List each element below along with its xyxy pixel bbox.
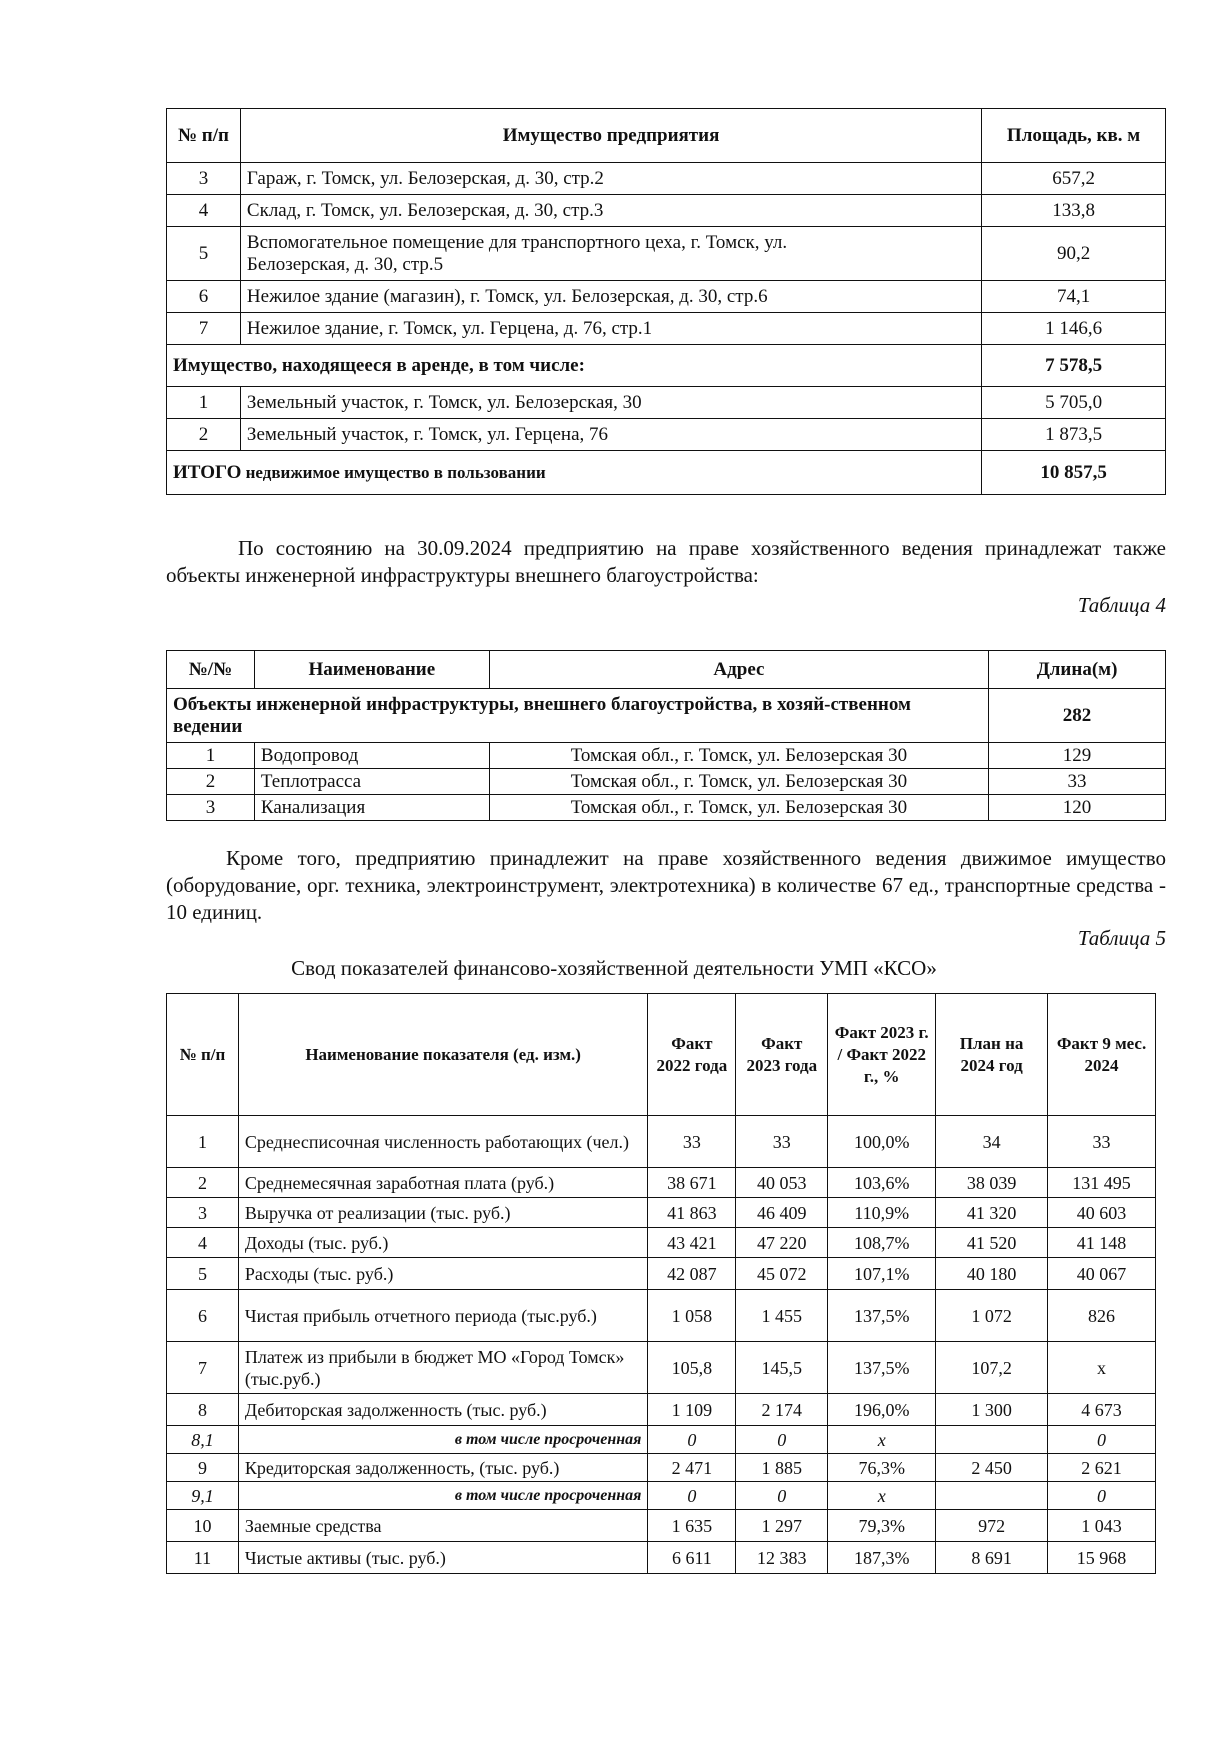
table-row [167,419,1166,451]
cell-fact-2023: 46 409 [736,1198,828,1228]
cell-ratio: 137,5% [828,1342,936,1394]
table5-caption: Таблица 5 [1077,926,1166,950]
cell-fact-2022: 0 [648,1482,736,1510]
cell-fact-2023: 0 [736,1426,828,1454]
lease-section-area: 7 578,5 [982,345,1166,387]
col-header-fact-2022: Факт 2022 года [648,994,736,1116]
cell-length: 33 [989,769,1166,795]
cell-fact-9m-2024: 15 968 [1048,1542,1156,1574]
cell-fact-2022: 43 421 [648,1228,736,1258]
cell-indicator-name: Кредиторская задолженность, (тыс. руб.) [238,1454,647,1482]
cell-fact-2022: 1 109 [648,1394,736,1426]
cell-fact-2022: 0 [648,1426,736,1454]
table-row [167,195,1166,227]
cell-num: 6 [167,281,241,313]
cell-area: 133,8 [982,195,1166,227]
cell-fact-9m-2024: 0 [1048,1426,1156,1454]
cell-num: 7 [167,1342,239,1394]
cell-num: 2 [167,769,255,795]
cell-ratio: x [828,1426,936,1454]
col-header-fact-9m-2024: Факт 9 мес. 2024 [1048,994,1156,1116]
cell-indicator-name: Расходы (тыс. руб.) [238,1258,647,1290]
cell-ratio: 103,6% [828,1168,936,1198]
table-row [167,1290,1156,1342]
cell-fact-2022: 41 863 [648,1198,736,1228]
table-row [167,313,1166,345]
cell-fact-9m-2024: 40 067 [1048,1258,1156,1290]
cell-num: 1 [167,743,255,769]
cell-fact-2023: 0 [736,1482,828,1510]
cell-name: Гараж, г. Томск, ул. Белозерская, д. 30, стр.2 [240,163,981,195]
cell-length: 120 [989,795,1166,821]
cell-ratio: 108,7% [828,1228,936,1258]
table-row [167,1198,1156,1228]
cell-num: 4 [167,195,241,227]
cell-area: 5 705,0 [982,387,1166,419]
cell-indicator-name: Заемные средства [238,1510,647,1542]
cell-address: Томская обл., г. Томск, ул. Белозерская 30 [489,795,988,821]
cell-ratio: 100,0% [828,1116,936,1168]
table-row [167,1542,1156,1574]
cell-plan-2024: 34 [936,1116,1048,1168]
infrastructure-table [166,650,1166,821]
total-label-rest: недвижимое имущество в пользовании [241,462,546,482]
col-header-plan-2024: План на 2024 год [936,994,1048,1116]
table-row [167,227,1166,281]
col-header-name: Наименование показателя (ед. изм.) [238,994,647,1116]
table-row [167,1116,1156,1168]
cell-fact-2022: 33 [648,1116,736,1168]
table-row [167,769,1166,795]
cell-ratio: 137,5% [828,1290,936,1342]
cell-length: 129 [989,743,1166,769]
table-header-row [167,994,1156,1116]
cell-indicator-name: Среднемесячная заработная плата (руб.) [238,1168,647,1198]
cell-plan-2024 [936,1426,1048,1454]
cell-ratio: 76,3% [828,1454,936,1482]
table-subrow [167,1482,1156,1510]
total-row [167,451,1166,495]
cell-area: 1 146,6 [982,313,1166,345]
table-header-row [167,651,1166,689]
lease-section-row [167,345,1166,387]
cell-fact-2023: 1 455 [736,1290,828,1342]
cell-indicator-name: Чистые активы (тыс. руб.) [238,1542,647,1574]
cell-fact-9m-2024: 131 495 [1048,1168,1156,1198]
cell-area: 657,2 [982,163,1166,195]
table-row [167,1510,1156,1542]
cell-fact-2023: 2 174 [736,1394,828,1426]
financial-indicators-table [166,993,1156,1574]
property-table [166,108,1166,495]
col-header-area: Площадь, кв. м [982,109,1166,163]
cell-fact-2022: 1 635 [648,1510,736,1542]
table-header-row [167,109,1166,163]
table4-caption: Таблица 4 [1077,593,1166,617]
cell-name: Земельный участок, г. Томск, ул. Белозерская, 30 [240,387,981,419]
cell-num: 9,1 [167,1482,239,1510]
cell-fact-2022: 42 087 [648,1258,736,1290]
cell-fact-2022: 38 671 [648,1168,736,1198]
cell-plan-2024: 41 320 [936,1198,1048,1228]
cell-fact-2023: 1 885 [736,1454,828,1482]
cell-num: 8,1 [167,1426,239,1454]
cell-plan-2024: 2 450 [936,1454,1048,1482]
table-row [167,1258,1156,1290]
table-subrow [167,1426,1156,1454]
cell-fact-2022: 6 611 [648,1542,736,1574]
paragraph-infrastructure: По состоянию на 30.09.2024 предприятию на праве хозяйственного ведения принадлежат также объекты инженерной инфраструктуры внешнего благоустройства: [166,536,1166,587]
cell-plan-2024: 8 691 [936,1542,1048,1574]
cell-indicator-name: Чистая прибыль отчетного периода (тыс.руб.) [238,1290,647,1342]
cell-fact-9m-2024: 4 673 [1048,1394,1156,1426]
cell-num: 6 [167,1290,239,1342]
cell-num: 7 [167,313,241,345]
cell-fact-2023: 12 383 [736,1542,828,1574]
cell-fact-2023: 145,5 [736,1342,828,1394]
cell-name: Земельный участок, г. Томск, ул. Герцена, 76 [240,419,981,451]
cell-num: 3 [167,1198,239,1228]
cell-plan-2024 [936,1482,1048,1510]
cell-num: 3 [167,795,255,821]
cell-indicator-name: Доходы (тыс. руб.) [238,1228,647,1258]
cell-fact-9m-2024: 40 603 [1048,1198,1156,1228]
lease-section-label: Имущество, находящееся в аренде, в том числе: [167,345,982,387]
cell-ratio: 110,9% [828,1198,936,1228]
cell-fact-9m-2024: 33 [1048,1116,1156,1168]
section-length: 282 [989,689,1166,743]
col-header-ratio: Факт 2023 г. / Факт 2022 г., % [828,994,936,1116]
cell-name: Канализация [254,795,489,821]
cell-plan-2024: 972 [936,1510,1048,1542]
cell-ratio: 79,3% [828,1510,936,1542]
col-header-name: Имущество предприятия [240,109,981,163]
cell-ratio: 107,1% [828,1258,936,1290]
cell-indicator-name: Выручка от реализации (тыс. руб.) [238,1198,647,1228]
cell-num: 5 [167,1258,239,1290]
table-row [167,1454,1156,1482]
cell-fact-2023: 1 297 [736,1510,828,1542]
cell-indicator-name: в том числе просроченная [238,1482,647,1510]
cell-area: 1 873,5 [982,419,1166,451]
cell-ratio: 196,0% [828,1394,936,1426]
table-body [167,1116,1156,1574]
cell-area: 90,2 [982,227,1166,281]
table-row [167,1342,1156,1394]
cell-indicator-name: в том числе просроченная [238,1426,647,1454]
cell-area: 74,1 [982,281,1166,313]
cell-num: 2 [167,419,241,451]
col-header-length: Длина(м) [989,651,1166,689]
cell-num: 2 [167,1168,239,1198]
cell-indicator-name: Дебиторская задолженность (тыс. руб.) [238,1394,647,1426]
cell-fact-9m-2024: 1 043 [1048,1510,1156,1542]
cell-indicator-name: Платеж из прибыли в бюджет МО «Город Томск» (тыс.руб.) [238,1342,647,1394]
cell-fact-9m-2024: 41 148 [1048,1228,1156,1258]
table-row [167,1168,1156,1198]
col-header-num: №/№ [167,651,255,689]
cell-name: Нежилое здание, г. Томск, ул. Герцена, д. 76, стр.1 [240,313,981,345]
col-header-name: Наименование [254,651,489,689]
table-row [167,795,1166,821]
table-row [167,281,1166,313]
cell-fact-2022: 105,8 [648,1342,736,1394]
cell-name: Теплотрасса [254,769,489,795]
cell-fact-9m-2024: 826 [1048,1290,1156,1342]
table5-title: Свод показателей финансово-хозяйственной деятельности УМП «КСО» [291,956,937,980]
cell-fact-2023: 47 220 [736,1228,828,1258]
cell-name: Вспомогательное помещение для транспортного цеха, г. Томск, ул. Белозерская, д. 30, стр.5 [240,227,981,281]
table-row [167,163,1166,195]
col-header-fact-2023: Факт 2023 года [736,994,828,1116]
cell-num: 11 [167,1542,239,1574]
table-row [167,1394,1156,1426]
total-label-bold: ИТОГО [173,461,242,483]
cell-plan-2024: 1 072 [936,1290,1048,1342]
cell-plan-2024: 41 520 [936,1228,1048,1258]
total-area: 10 857,5 [982,451,1166,495]
cell-fact-9m-2024: 2 621 [1048,1454,1156,1482]
cell-num: 4 [167,1228,239,1258]
cell-name: Нежилое здание (магазин), г. Томск, ул. Белозерская, д. 30, стр.6 [240,281,981,313]
cell-num: 10 [167,1510,239,1542]
table-row [167,1228,1156,1258]
section-label: Объекты инженерной инфраструктуры, внешнего благоустройства, в хозяй-ственном ведении [167,689,989,743]
col-header-address: Адрес [489,651,988,689]
table-row [167,743,1166,769]
section-row [167,689,1166,743]
cell-fact-2022: 1 058 [648,1290,736,1342]
cell-name: Водопровод [254,743,489,769]
cell-num: 9 [167,1454,239,1482]
cell-name: Склад, г. Томск, ул. Белозерская, д. 30, стр.3 [240,195,981,227]
cell-fact-2023: 33 [736,1116,828,1168]
col-header-num: № п/п [167,994,239,1116]
cell-num: 1 [167,387,241,419]
cell-num: 3 [167,163,241,195]
cell-fact-9m-2024: x [1048,1342,1156,1394]
total-label [167,451,982,495]
table-row [167,387,1166,419]
cell-fact-2023: 45 072 [736,1258,828,1290]
col-header-num: № п/п [167,109,241,163]
cell-fact-2023: 40 053 [736,1168,828,1198]
cell-plan-2024: 40 180 [936,1258,1048,1290]
cell-plan-2024: 1 300 [936,1394,1048,1426]
cell-address: Томская обл., г. Томск, ул. Белозерская 30 [489,769,988,795]
cell-plan-2024: 107,2 [936,1342,1048,1394]
cell-indicator-name: Среднесписочная численность работающих (чел.) [238,1116,647,1168]
cell-plan-2024: 38 039 [936,1168,1048,1198]
cell-num: 5 [167,227,241,281]
paragraph-movable-property: Кроме того, предприятию принадлежит на праве хозяйственного ведения движимое имущество (оборудование, орг. техника, электроинструмент, электротехника) в количестве 67 ед., транспортные средства - 10 единиц. [166,846,1166,924]
cell-address: Томская обл., г. Томск, ул. Белозерская 30 [489,743,988,769]
cell-fact-9m-2024: 0 [1048,1482,1156,1510]
cell-num: 8 [167,1394,239,1426]
cell-num: 1 [167,1116,239,1168]
cell-ratio: x [828,1482,936,1510]
cell-ratio: 187,3% [828,1542,936,1574]
cell-fact-2022: 2 471 [648,1454,736,1482]
